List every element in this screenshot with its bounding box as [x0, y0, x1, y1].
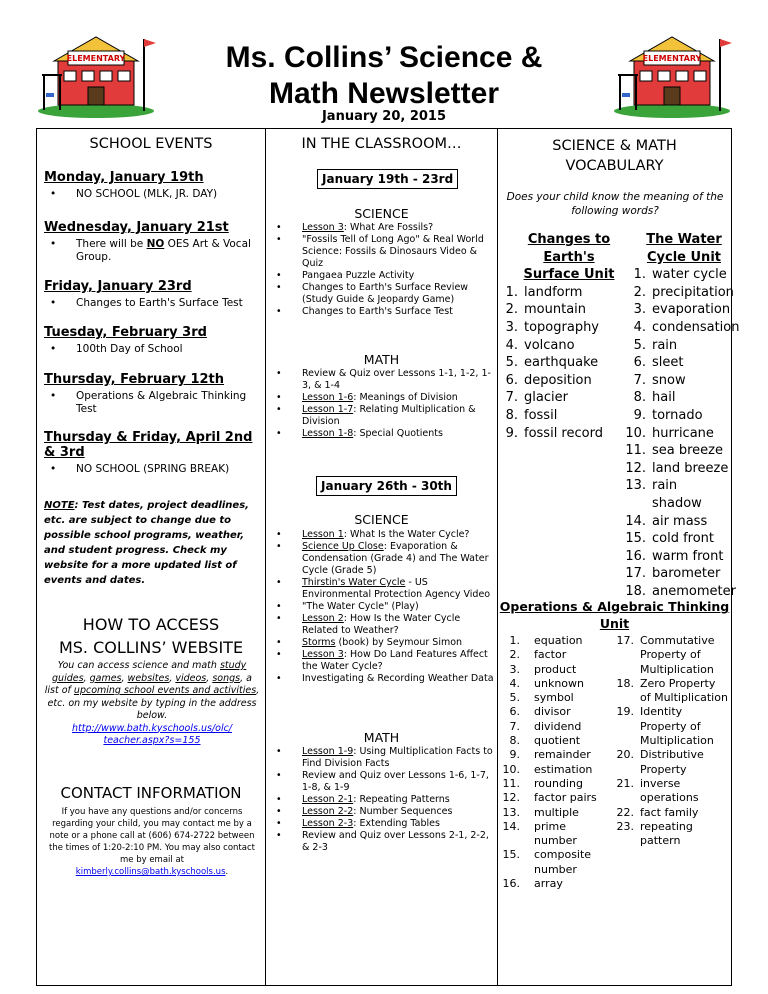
list-item: • Storms (book) by Seymour Simon [270, 637, 494, 649]
logo-sign-text: ELEMENTARY [642, 54, 702, 63]
list-item: • Pangaea Puzzle Activity [270, 270, 494, 282]
week2-science-heading: SCIENCE [354, 512, 409, 527]
list-item: • Investigating & Recording Weather Data [270, 673, 494, 685]
list-item: • Lesson 1-7: Relating Multiplication & Division [270, 404, 494, 428]
vocab-word: 1. equation [509, 634, 583, 647]
list-item: • Lesson 1-6: Meanings of Division [270, 392, 494, 404]
vocab-word: 3. evaporation [633, 302, 731, 318]
event-date: Monday, January 19th [44, 170, 204, 185]
vocab-word: 8. hail [633, 390, 676, 406]
vocab-word: 9. fossil record [505, 425, 603, 441]
event-detail: • NO SCHOOL (SPRING BREAK) [44, 463, 262, 476]
vocab-word: 3. product [509, 662, 577, 676]
week2-label: January 26th - 30th [316, 476, 457, 496]
week2-math-heading: MATH [363, 730, 400, 745]
water-cycle-heading: The Water Cycle Unit [646, 232, 722, 265]
vocab-word: 23. repeating pattern [616, 819, 693, 848]
list-item: • Lesson 1: What Is the Water Cycle? [270, 529, 494, 541]
vocab-word: 4. condensation [633, 319, 740, 335]
earth-word-list [504, 284, 624, 442]
school-logo-right [612, 15, 732, 120]
week2-science-list [270, 529, 494, 685]
vocab-word: 21. inverse operations [616, 776, 699, 805]
event-detail: • 100th Day of School [44, 343, 262, 356]
vocab-word: 9. tornado [633, 407, 703, 423]
vocab-word: 8. quotient [509, 734, 581, 748]
water-cycle-vocab [624, 231, 740, 600]
week1-math-list [270, 368, 494, 440]
list-item: • Changes to Earth's Surface Test [270, 306, 494, 318]
website-url[interactable]: http://www.bath.kyschools.us/olc/ teacher.aspx?s=155 [71, 722, 233, 746]
vocab-word: 6. divisor [509, 705, 571, 719]
vocab-word: 20. Distributive Property [616, 748, 704, 776]
water-word-list [624, 266, 740, 600]
vocab-word: 4. unknown [509, 676, 584, 690]
website-heading: HOW TO ACCESS MS. COLLINS’ WEBSITE [58, 615, 244, 657]
list-item: • Review and Quiz over Lessons 1-6, 1-7, 1-8, & 1-9 [270, 770, 494, 794]
list-item: • Lesson 2: How Is the Water Cycle Related to Weather? [270, 613, 494, 637]
vocab-word: 15. cold front [625, 531, 715, 547]
vocab-word: 15. composite number [502, 848, 592, 876]
vocab-word: 19. Identity Property of Multiplication [616, 705, 714, 748]
ops-word-list-right [612, 634, 728, 848]
school-events-list [44, 170, 262, 588]
vocab-word: 11. sea breeze [625, 443, 723, 459]
vocab-word: 2. mountain [505, 302, 587, 318]
vocab-heading: SCIENCE & MATH VOCABULARY [552, 138, 677, 174]
week2-math-list [270, 746, 494, 854]
logo-sign-text: ELEMENTARY [66, 54, 126, 63]
school-logo-left [36, 15, 156, 120]
events-note: NOTE: Test dates, project deadlines, etc. are subject to change due to possible school programs, weather, and student progress. Check my website for a more updated list of events and dates. [44, 500, 249, 586]
vocab-word: 7. dividend [509, 719, 582, 733]
contact-text: If you have any questions and/or concerns regarding your child, you may contact me by a note or a phone call at (606) 674-2722 between the times of 1:20-2:10 PM. You may also contact me by email at kimberly.collins@bath.kyschools.us. [49, 807, 255, 877]
link-games[interactable]: games [89, 672, 122, 684]
vocab-word: 8. fossil [505, 407, 558, 423]
vocab-word: 12. factor pairs [502, 791, 597, 805]
event-detail: • Changes to Earth's Surface Test [44, 297, 262, 310]
issue-date: January 20, 2015 [321, 109, 447, 124]
list-item: • Review and Quiz over Lessons 2-1, 2-2, & 2-3 [270, 830, 494, 854]
school-events-heading: SCHOOL EVENTS [89, 136, 213, 152]
vocab-word: 5. rain [633, 337, 678, 353]
vocab-word: 3. topography [505, 319, 600, 335]
contact-email-link[interactable]: kimberly.collins@bath.kyschools.us [75, 867, 226, 877]
vocab-word: 6. deposition [505, 372, 592, 388]
title-line-2: Math Newsletter [268, 77, 500, 110]
event-detail: • Operations & Algebraic Thinking Test [44, 390, 262, 416]
list-item: • Lesson 3: How Do Land Features Affect the Water Cycle? [270, 649, 494, 673]
classroom-heading: IN THE CLASSROOM… [301, 136, 462, 152]
ops-word-list-left [502, 634, 612, 891]
vocab-word: 6. sleet [633, 355, 684, 371]
vocab-word: 2. factor [509, 648, 567, 662]
contact-heading: CONTACT INFORMATION [60, 784, 242, 802]
list-item: • Changes to Earth's Surface Review (Study Guide & Jeopardy Game) [270, 282, 494, 306]
event-date: Tuesday, February 3rd [44, 325, 207, 340]
week1-science-list [270, 222, 494, 318]
list-item: • Science Up Close: Evaporation & Condensation (Grade 4) and The Water Cycle (Grade 5) [270, 541, 494, 577]
vocab-word: 11. rounding [502, 776, 583, 790]
vocab-word: 5. earthquake [505, 355, 599, 371]
vocab-intro: Does your child know the meaning of the following words? [506, 191, 724, 217]
list-item: • Lesson 2-2: Number Sequences [270, 806, 494, 818]
list-item: • Lesson 2-1: Repeating Patterns [270, 794, 494, 806]
vocab-word: 22. fact family [616, 805, 699, 819]
vocab-word: 1. water cycle [633, 267, 727, 283]
column-divider-left [265, 128, 266, 986]
earth-surface-heading: Changes to Earth's Surface Unit [523, 232, 615, 283]
vocab-word: 16. array [502, 877, 563, 891]
vocab-word: 17. Commutative Property of Multiplication [616, 634, 715, 676]
link-videos[interactable]: videos [175, 672, 207, 684]
week1-label: January 19th - 23rd [317, 169, 458, 189]
list-item: • Lesson 2-3: Extending Tables [270, 818, 494, 830]
link-websites[interactable]: websites [127, 672, 170, 684]
vocab-word: 13. multiple [502, 805, 579, 819]
vocab-word: 10. estimation [502, 762, 593, 776]
vocab-word: 14. prime number [502, 819, 577, 848]
vocab-word: 18. anemometer [625, 583, 736, 599]
newsletter-title [160, 40, 608, 112]
vocab-word: 1. landform [505, 284, 583, 300]
column-divider-right [497, 128, 498, 986]
vocab-word: 10. hurricane [625, 425, 714, 441]
earth-surface-vocab [504, 231, 624, 442]
event-detail: • NO SCHOOL (MLK, JR. DAY) [44, 188, 262, 201]
list-item: • "Fossils Tell of Long Ago" & Real World Science: Fossils & Dinosaurs Video & Quiz [270, 234, 494, 270]
event-date: Thursday & Friday, April 2nd & 3rd [44, 430, 253, 460]
event-date: Friday, January 23rd [44, 279, 192, 294]
list-item: • Thirstin's Water Cycle - US Environmental Protection Agency Video [270, 577, 494, 601]
event-date: Thursday, February 12th [44, 372, 225, 387]
week1-science-heading: SCIENCE [354, 206, 409, 221]
vocab-word: 14. air mass [625, 513, 708, 529]
link-events[interactable]: upcoming school events and activities [73, 685, 257, 696]
list-item: • Lesson 1-9: Using Multiplication Facts to Find Division Facts [270, 746, 494, 770]
vocab-word: 2. precipitation [633, 284, 734, 300]
vocab-word: 9. remainder [509, 748, 591, 762]
ops-heading: Operations & Algebraic Thinking Unit [499, 599, 730, 631]
week1-math-heading: MATH [363, 352, 400, 367]
link-study-guides[interactable]: study guides [52, 660, 247, 684]
vocab-word: 4. volcano [505, 337, 575, 353]
vocab-word: 13. rain shadow [625, 478, 702, 511]
vocab-word: 17. barometer [625, 566, 721, 582]
vocab-word: 16. warm front [625, 548, 724, 564]
list-item: • Review & Quiz over Lessons 1-1, 1-2, 1-3, & 1-4 [270, 368, 494, 392]
title-line-1: Ms. Collins’ Science & [225, 41, 543, 74]
website-instructions: You can access science and math study guides, games, websites, videos, songs, a list of upcoming school events and activities, etc. on my website by typing in the address below. http://www.bath.kyschools.us/olc/ teacher.aspx?s=155 [44, 660, 260, 746]
vocab-word: 5. symbol [509, 691, 574, 705]
list-item: • Lesson 3: What Are Fossils? [270, 222, 494, 234]
vocab-word: 7. glacier [505, 390, 568, 406]
list-item: • "The Water Cycle" (Play) [270, 601, 494, 613]
event-date: Wednesday, January 21st [44, 220, 229, 235]
vocab-word: 12. land breeze [625, 460, 729, 476]
link-songs[interactable]: songs [212, 672, 241, 684]
list-item: • Lesson 1-8: Special Quotients [270, 428, 494, 440]
event-detail: • There will be NO OES Art & Vocal Group. [44, 238, 262, 264]
vocab-word: 7. snow [633, 372, 686, 388]
vocab-word: 18. Zero Property of Multiplication [616, 676, 728, 705]
